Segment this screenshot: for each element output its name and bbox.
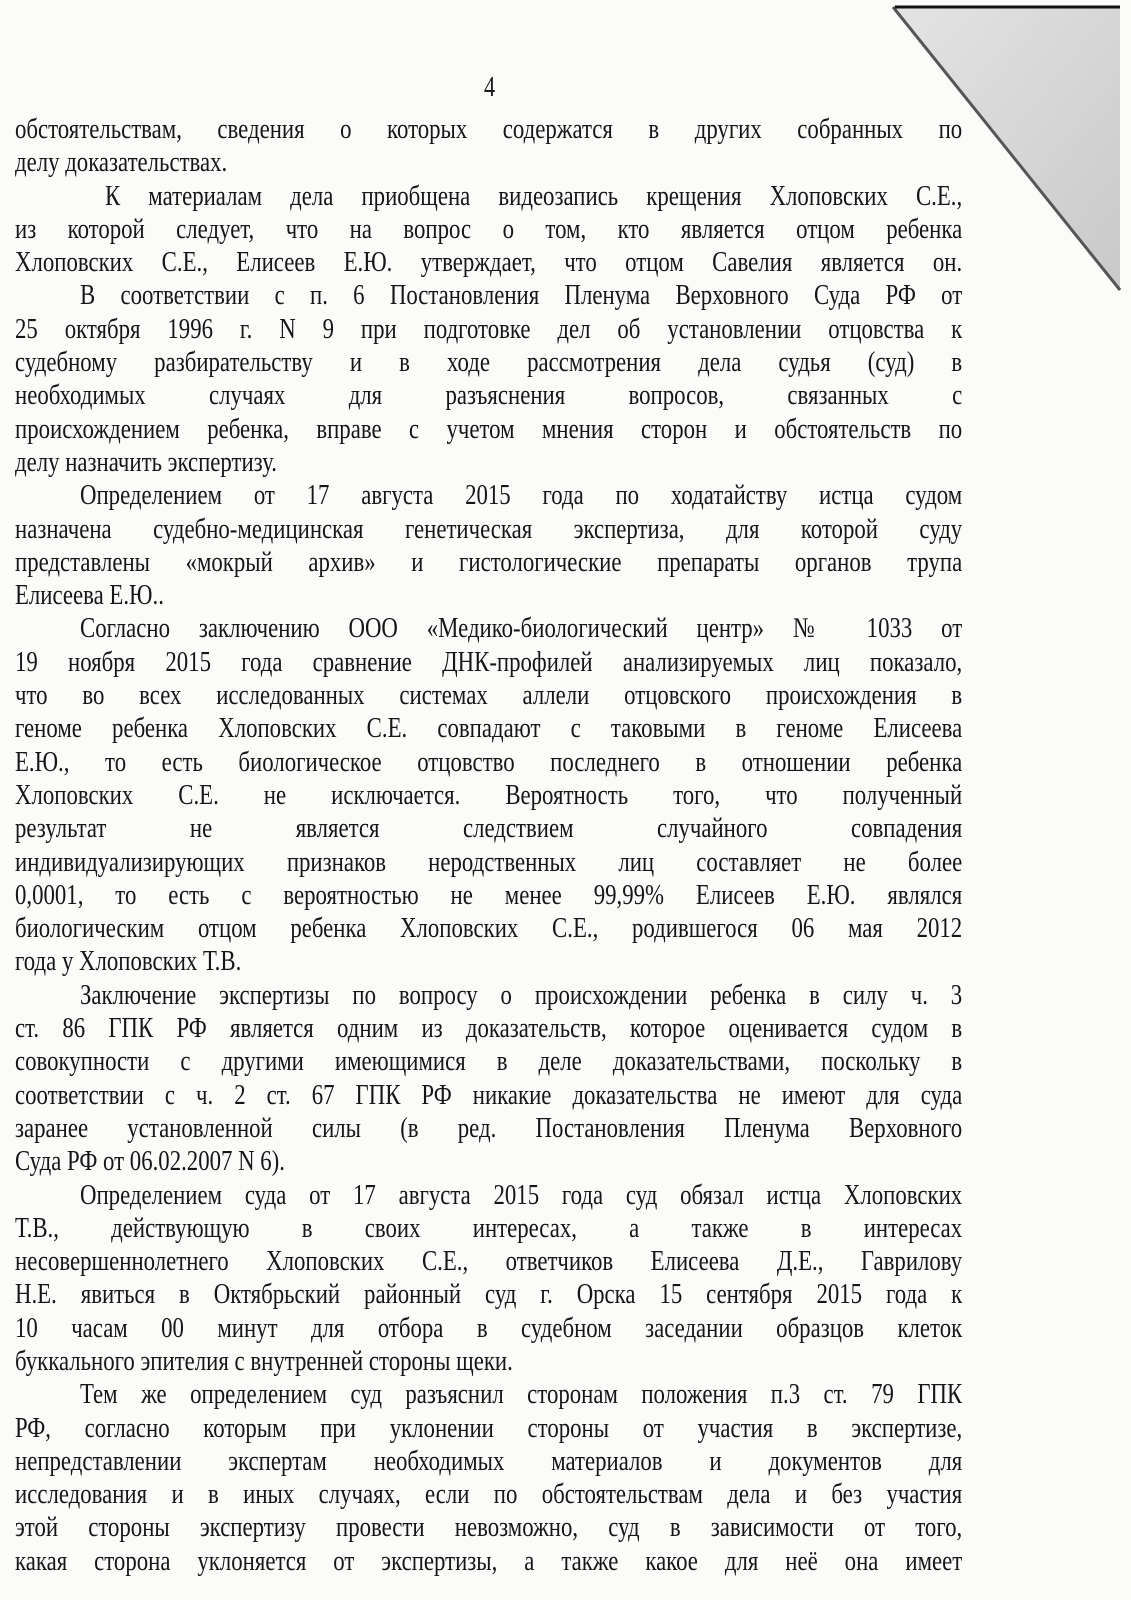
paragraph bbox=[15, 612, 962, 978]
text-line: Тем же определением суд разъяснил сторонам положения п.3 ст. 79 ГПК bbox=[80, 1379, 963, 1411]
text-line: 10 часам 00 минут для отбора в судебном заседании образцов клеток bbox=[15, 1312, 963, 1344]
paragraph bbox=[15, 1179, 962, 1379]
text-line: исследования и в иных случаях, если по обстоятельствам дела и без участия bbox=[15, 1479, 963, 1511]
text-line: что во всех исследованных системах аллели отцовского происхождения в bbox=[15, 680, 963, 712]
text-line: Е.Ю., то есть биологическое отцовство последнего в отношении ребенка bbox=[15, 746, 963, 778]
text-line: результат не является следствием случайного совпадения bbox=[15, 813, 963, 845]
text-line: буккального эпителия с внутренней стороны щеки. bbox=[15, 1345, 513, 1377]
text-line: делу доказательствах. bbox=[15, 147, 228, 179]
text-line: этой стороны экспертизу провести невозможно, суд в зависимости от того, bbox=[15, 1512, 963, 1544]
text-line: Хлоповских С.Е. не исключается. Вероятность того, что полученный bbox=[15, 779, 963, 811]
text-line: 25 октября 1996 г. N 9 при подготовке дел об установлении отцовства к bbox=[15, 313, 963, 345]
text-line: делу назначить экспертизу. bbox=[15, 446, 278, 478]
text-line: 0,0001, то есть с вероятностью не менее 99,99% Елисеев Е.Ю. являлся bbox=[15, 879, 963, 911]
text-line: 19 ноября 2015 года сравнение ДНК-профилей анализируемых лиц показало, bbox=[15, 646, 963, 678]
text-line: несовершеннолетнего Хлоповских С.Е., ответчиков Елисеева Д.Е., Гаврилову bbox=[15, 1246, 963, 1278]
text-line: представлены «мокрый архив» и гистологические препараты органов трупа bbox=[15, 546, 963, 578]
text-line: В соответствии с п. 6 Постановления Пленума Верховного Суда РФ от bbox=[80, 280, 963, 312]
text-line: какая сторона уклоняется от экспертизы, а также какое для неё она имеет bbox=[15, 1545, 963, 1577]
text-line: Согласно заключению ООО «Медико-биологический центр» № 1033 от bbox=[80, 613, 963, 645]
text-line: необходимых случаях для разъяснения вопросов, связанных с bbox=[15, 380, 963, 412]
text-line: Определением от 17 августа 2015 года по ходатайству истца судом bbox=[80, 480, 963, 512]
paragraph bbox=[15, 1378, 962, 1578]
text-line: Суда РФ от 06.02.2007 N 6). bbox=[15, 1146, 285, 1178]
text-line: заранее установленной силы (в ред. Постановления Пленума Верховного bbox=[15, 1112, 963, 1144]
paragraph bbox=[15, 479, 962, 612]
text-line: РФ, согласно которым при уклонении стороны от участия в экспертизе, bbox=[15, 1412, 963, 1444]
text-line: биологическим отцом ребенка Хлоповских С.Е., родившегося 06 мая 2012 bbox=[15, 913, 963, 945]
document-body bbox=[15, 113, 962, 1578]
page-number: 4 bbox=[484, 72, 496, 103]
text-line: судебному разбирательству и в ходе рассмотрения дела судья (суд) в bbox=[15, 347, 963, 379]
text-line: Заключение экспертизы по вопросу о происхождении ребенка в силу ч. 3 bbox=[80, 979, 963, 1011]
paragraph bbox=[15, 979, 962, 1179]
paragraph bbox=[15, 113, 962, 180]
text-line: ст. 86 ГПК РФ является одним из доказательств, которое оценивается судом в bbox=[15, 1013, 963, 1045]
text-line: Елисеева Е.Ю.. bbox=[15, 580, 164, 612]
text-line: происхождением ребенка, вправе с учетом мнения сторон и обстоятельств по bbox=[15, 413, 963, 445]
text-line: назначена судебно-медицинская генетическая экспертиза, для которой суду bbox=[15, 513, 963, 545]
text-line: геноме ребенка Хлоповских С.Е. совпадают с таковыми в геноме Елисеева bbox=[15, 713, 963, 745]
paragraph bbox=[15, 180, 962, 280]
text-line: Хлоповских С.Е., Елисеев Е.Ю. утверждает, что отцом Савелия является он. bbox=[15, 247, 963, 279]
text-line: Н.Е. явиться в Октябрьский районный суд г. Орска 15 сентября 2015 года к bbox=[15, 1279, 963, 1311]
text-line: Определением суда от 17 августа 2015 года суд обязал истца Хлоповских bbox=[80, 1179, 963, 1211]
paragraph bbox=[15, 279, 962, 479]
text-line: соответствии с ч. 2 ст. 67 ГПК РФ никакие доказательства не имеют для суда bbox=[15, 1079, 963, 1111]
text-line: Т.В., действующую в своих интересах, а также в интересах bbox=[15, 1212, 963, 1244]
text-line: из которой следует, что на вопрос о том, кто является отцом ребенка bbox=[15, 213, 963, 245]
text-line: индивидуализирующих признаков неродственных лиц составляет не более bbox=[15, 846, 963, 878]
text-line: совокупности с другими имеющимися в деле доказательствами, поскольку в bbox=[15, 1046, 963, 1078]
text-line: года у Хлоповских Т.В. bbox=[15, 946, 242, 978]
text-line: обстоятельствам, сведения о которых содержатся в других собранных по bbox=[15, 114, 963, 145]
text-line: непредставлении экспертам необходимых материалов и документов для bbox=[15, 1445, 963, 1477]
text-line: К материалам дела приобщена видеозапись крещения Хлоповских С.Е., bbox=[105, 180, 963, 212]
